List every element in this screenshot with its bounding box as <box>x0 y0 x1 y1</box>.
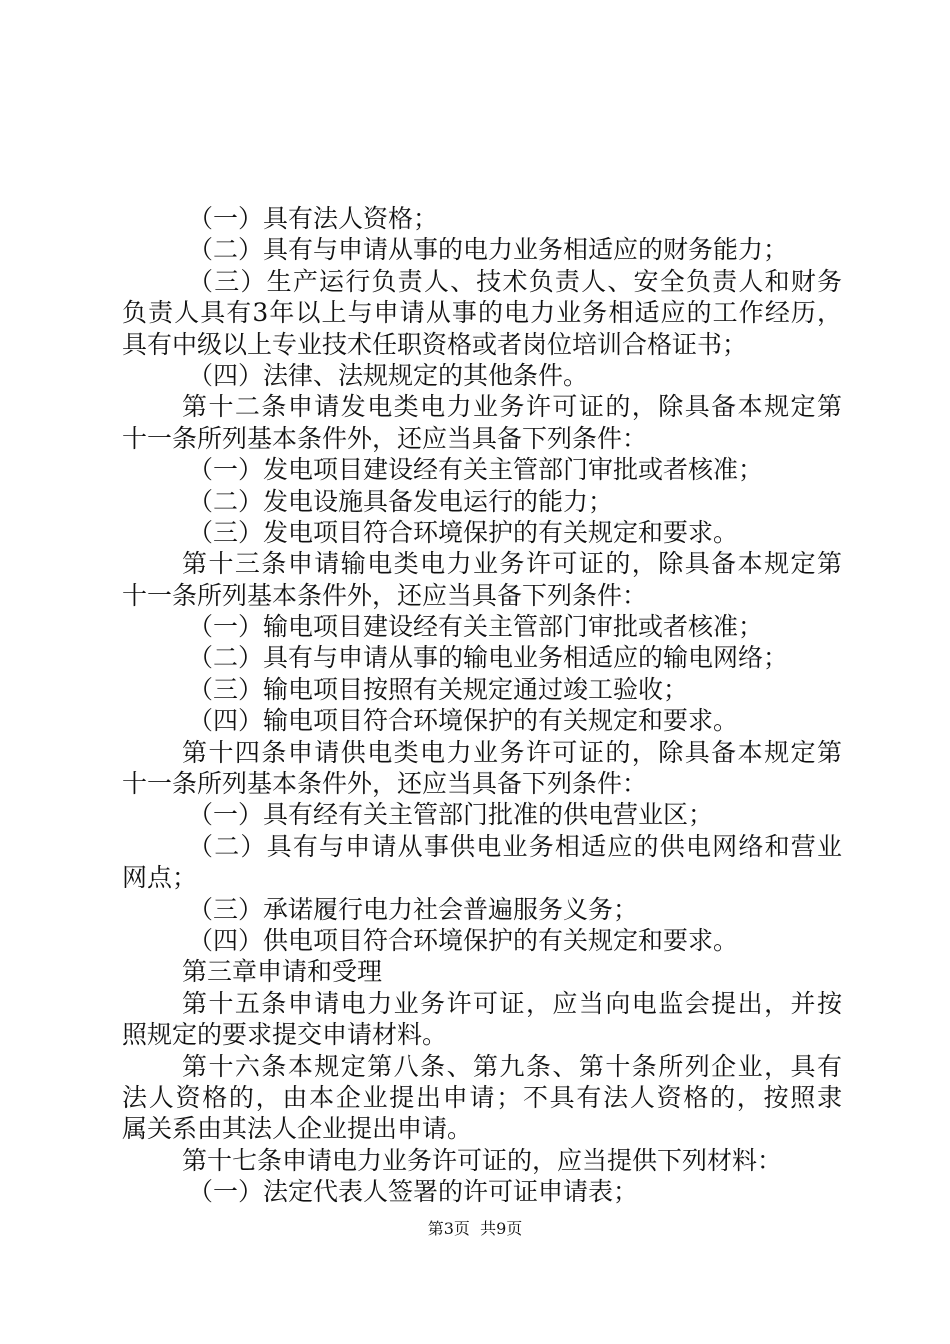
text-line: （四）输电项目符合环境保护的有关规定和要求。 <box>188 706 739 736</box>
text-line: （二）发电设施具备发电运行的能力； <box>188 486 614 516</box>
text-line: 第十六条本规定第八条、第九条、第十条所列企业，具有 <box>182 1051 842 1081</box>
text-line: 第十七条申请电力业务许可证的，应当提供下列材料： <box>182 1145 783 1175</box>
text-line: （二）具有与申请从事的电力业务相适应的财务能力； <box>188 235 789 265</box>
text-line: 负责人具有3年以上与申请从事的电力业务相适应的工作经历， <box>122 298 842 328</box>
text-line: 第十二条申请发电类电力业务许可证的，除具备本规定第 <box>182 392 842 422</box>
text-line: （三）承诺履行电力社会普遍服务义务； <box>188 894 639 924</box>
text-line: 第十三条申请输电类电力业务许可证的，除具备本规定第 <box>182 549 842 579</box>
text-line: （一）输电项目建设经有关主管部门审批或者核准； <box>188 612 764 642</box>
text-line: （四）法律、法规规定的其他条件。 <box>188 360 589 390</box>
text-line: 十一条所列基本条件外，还应当具备下列条件： <box>122 769 648 799</box>
text-line: 十一条所列基本条件外，还应当具备下列条件： <box>122 423 648 453</box>
text-line: 第十四条申请供电类电力业务许可证的，除具备本规定第 <box>182 737 842 767</box>
text-line: （一）具有经有关主管部门批准的供电营业区； <box>188 800 714 830</box>
document-body <box>122 203 842 1208</box>
text-line: 具有中级以上专业技术任职资格或者岗位培训合格证书； <box>122 329 748 359</box>
text-line: （三）输电项目按照有关规定通过竣工验收； <box>188 674 689 704</box>
page-number-footer: 第3页 共9页 <box>427 1219 523 1238</box>
chapter-heading: 第三章申请和受理 <box>182 957 383 987</box>
text-line: （二）具有与申请从事的输电业务相适应的输电网络； <box>188 643 789 673</box>
text-line: （一）法定代表人签署的许可证申请表； <box>188 1177 639 1207</box>
text-line: （一）具有法人资格； <box>188 204 439 233</box>
text-line: 网点； <box>122 863 198 893</box>
text-line: （三）发电项目符合环境保护的有关规定和要求。 <box>188 517 739 547</box>
text-line: 第十五条申请电力业务许可证，应当向电监会提出，并按 <box>182 988 842 1018</box>
text-line: （三）生产运行负责人、技术负责人、安全负责人和财务 <box>188 266 842 296</box>
text-line: 属关系由其法人企业提出申请。 <box>122 1114 473 1144</box>
text-line: （四）供电项目符合环境保护的有关规定和要求。 <box>188 925 739 955</box>
text-line: 照规定的要求提交申请材料。 <box>122 1020 448 1050</box>
text-line: （二）具有与申请从事供电业务相适应的供电网络和营业 <box>188 831 842 861</box>
text-line: （一）发电项目建设经有关主管部门审批或者核准； <box>188 455 764 485</box>
text-line: 法人资格的，由本企业提出申请；不具有法人资格的，按照隶 <box>122 1082 842 1112</box>
text-line: 十一条所列基本条件外，还应当具备下列条件： <box>122 580 648 610</box>
